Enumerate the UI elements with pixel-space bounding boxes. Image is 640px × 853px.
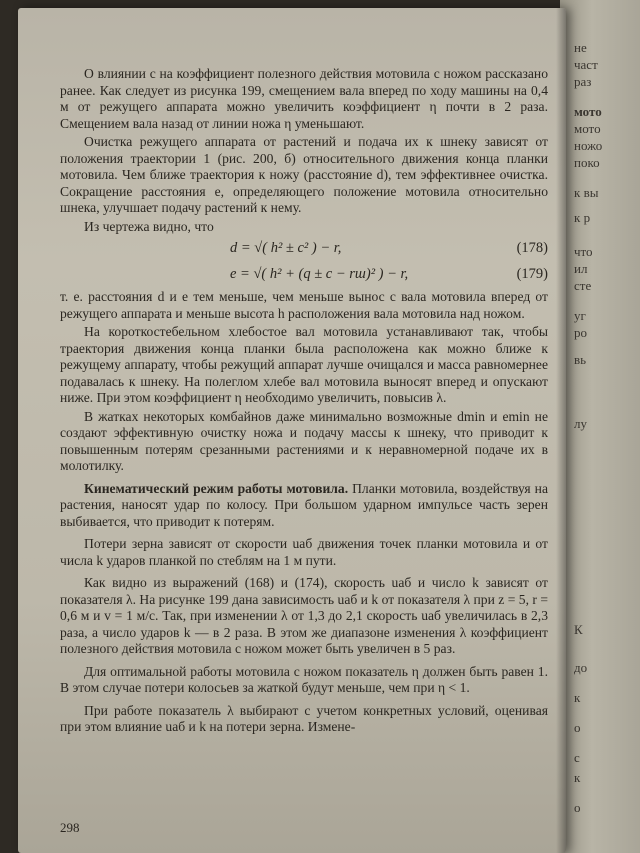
facing-page-fragment: ножо	[574, 138, 603, 153]
page-gutter-shadow	[556, 8, 566, 853]
paragraph: О влиянии c на коэффициент полезного действия мотовила с ножом рассказано ранее. Как следует из рисунка 199, смещением вала вперед по ходу машины на 0,4 м от режущего аппарата можно увеличить коэффициент η почти в 2 раза. Смещением вала назад от линии ножа η уменьшают.	[60, 66, 548, 131]
facing-page-fragment: вь	[574, 352, 587, 367]
facing-page-fragment: сте	[574, 278, 592, 293]
facing-page-fragment: К	[574, 622, 583, 637]
book-page	[18, 8, 566, 853]
formula-number: (178)	[516, 240, 548, 256]
facing-page-fragment: что	[574, 244, 593, 259]
paragraph: Очистка режущего аппарата от растений и подача их к шнеку зависят от положения траектории 1 (рис. 200, б) относительного движения конца планки мотовила. Чем ближе траектория к ножу (расстояние d), тем эффективнее очистка. Сокращение расстояния e, определяющего положение мотовила относительно шнека, улучшает подачу растений к нему.	[60, 134, 548, 215]
paragraph: Из чертежа видно, что	[84, 218, 214, 234]
facing-page-fragment: не	[574, 40, 587, 55]
paragraph: т. е. расстояния d и e тем меньше, чем меньше вынос c вала мотовила вперед от режущего аппарата и меньше высота h расположения вала мотовила над ножом.	[60, 289, 548, 321]
section-text: Планки мотовила, воздействуя на растения, наносят удар по колосу. При большом ударном импульсе часть зерен выбивается, что приводит к потерям.	[60, 480, 548, 529]
formula-number: (179)	[516, 266, 548, 282]
page-text	[60, 66, 548, 738]
facing-page-fragment: лу	[574, 416, 587, 431]
facing-page-fragment: к вы	[574, 185, 599, 200]
paragraph: На короткостебельном хлебостое вал мотовила устанавливают так, чтобы траектория движения конца планки была расположена как можно ближе к режущему аппарату, чтобы режущий аппарат лучше очищался и масса равномернее подавалась к шнеку. На полеглом хлебе вал мотовила выносят вперед и опускают ниже. При этом коэффициент η необходимо увеличить, повысив λ.	[60, 324, 548, 405]
facing-page-fragment: раз	[574, 74, 592, 89]
facing-page-fragment: к	[574, 690, 581, 705]
facing-page-fragment: к	[574, 770, 581, 785]
formula-expression: d = √( h² ± c² ) − r,	[230, 240, 342, 256]
page-number: 298	[60, 820, 80, 835]
facing-page-fragment: ро	[574, 325, 587, 340]
formula-expression: e = √( h² + (q ± c − rш)² ) − r,	[230, 266, 409, 282]
facing-page-fragment: мото	[574, 121, 601, 136]
facing-page-fragment: уг	[574, 308, 586, 323]
formula-179	[60, 263, 548, 287]
paragraph: Для оптимальной работы мотовила с ножом показатель η должен быть равен 1. В этом случае потери колосьев за жаткой будут меньше, чем при η < 1.	[60, 663, 548, 695]
paragraph: Как видно из выражений (168) и (174), скорость uаб и число k зависят от показателя λ. На рисунке 199 дана зависимость uаб и k от показателя λ при z = 5, r = 0,6 м и v = 1 м/с. Так, при изменении λ от 1,3 до 2,1 скорость uаб увеличилась в 2,3 раза, а число ударов k — в 2 раза. В этом же диапазоне изменения λ коэффициент полезного действия мотовила с ножом может быть увеличен в 5 раз.	[60, 575, 548, 656]
paragraph: В жатках некоторых комбайнов даже минимально возможные dmin и emin не создают эффективную очистку ножа и подачу массы к шнеку, что приводит к повышенным потерям срезанными растениями и к неравномерной подаче их в молотилку.	[60, 408, 548, 473]
section-paragraph	[60, 481, 548, 531]
facing-page-fragment: мото	[574, 104, 602, 119]
facing-page-fragment: до	[574, 660, 588, 675]
section-heading: Кинематический режим работы мотовила.	[84, 480, 349, 496]
facing-page-fragment: част	[574, 57, 598, 72]
facing-page-fragment: поко	[574, 155, 600, 170]
paragraph: Потери зерна зависят от скорости uаб движения точек планки мотовила и от числа k ударов планкой по стеблям на 1 м пути.	[60, 536, 548, 568]
formula-178	[60, 237, 548, 261]
facing-page	[560, 0, 640, 853]
facing-page-fragment: о	[574, 800, 581, 815]
paragraph: При работе показатель λ выбирают с учетом конкретных условий, оценивая при этом влияние uаб и k на потери зерна. Измене-	[60, 702, 548, 734]
facing-page-fragment: о	[574, 720, 581, 735]
facing-page-fragment: к р	[574, 210, 591, 225]
facing-page-fragment: ил	[574, 261, 588, 276]
facing-page-fragment: с	[574, 750, 580, 765]
